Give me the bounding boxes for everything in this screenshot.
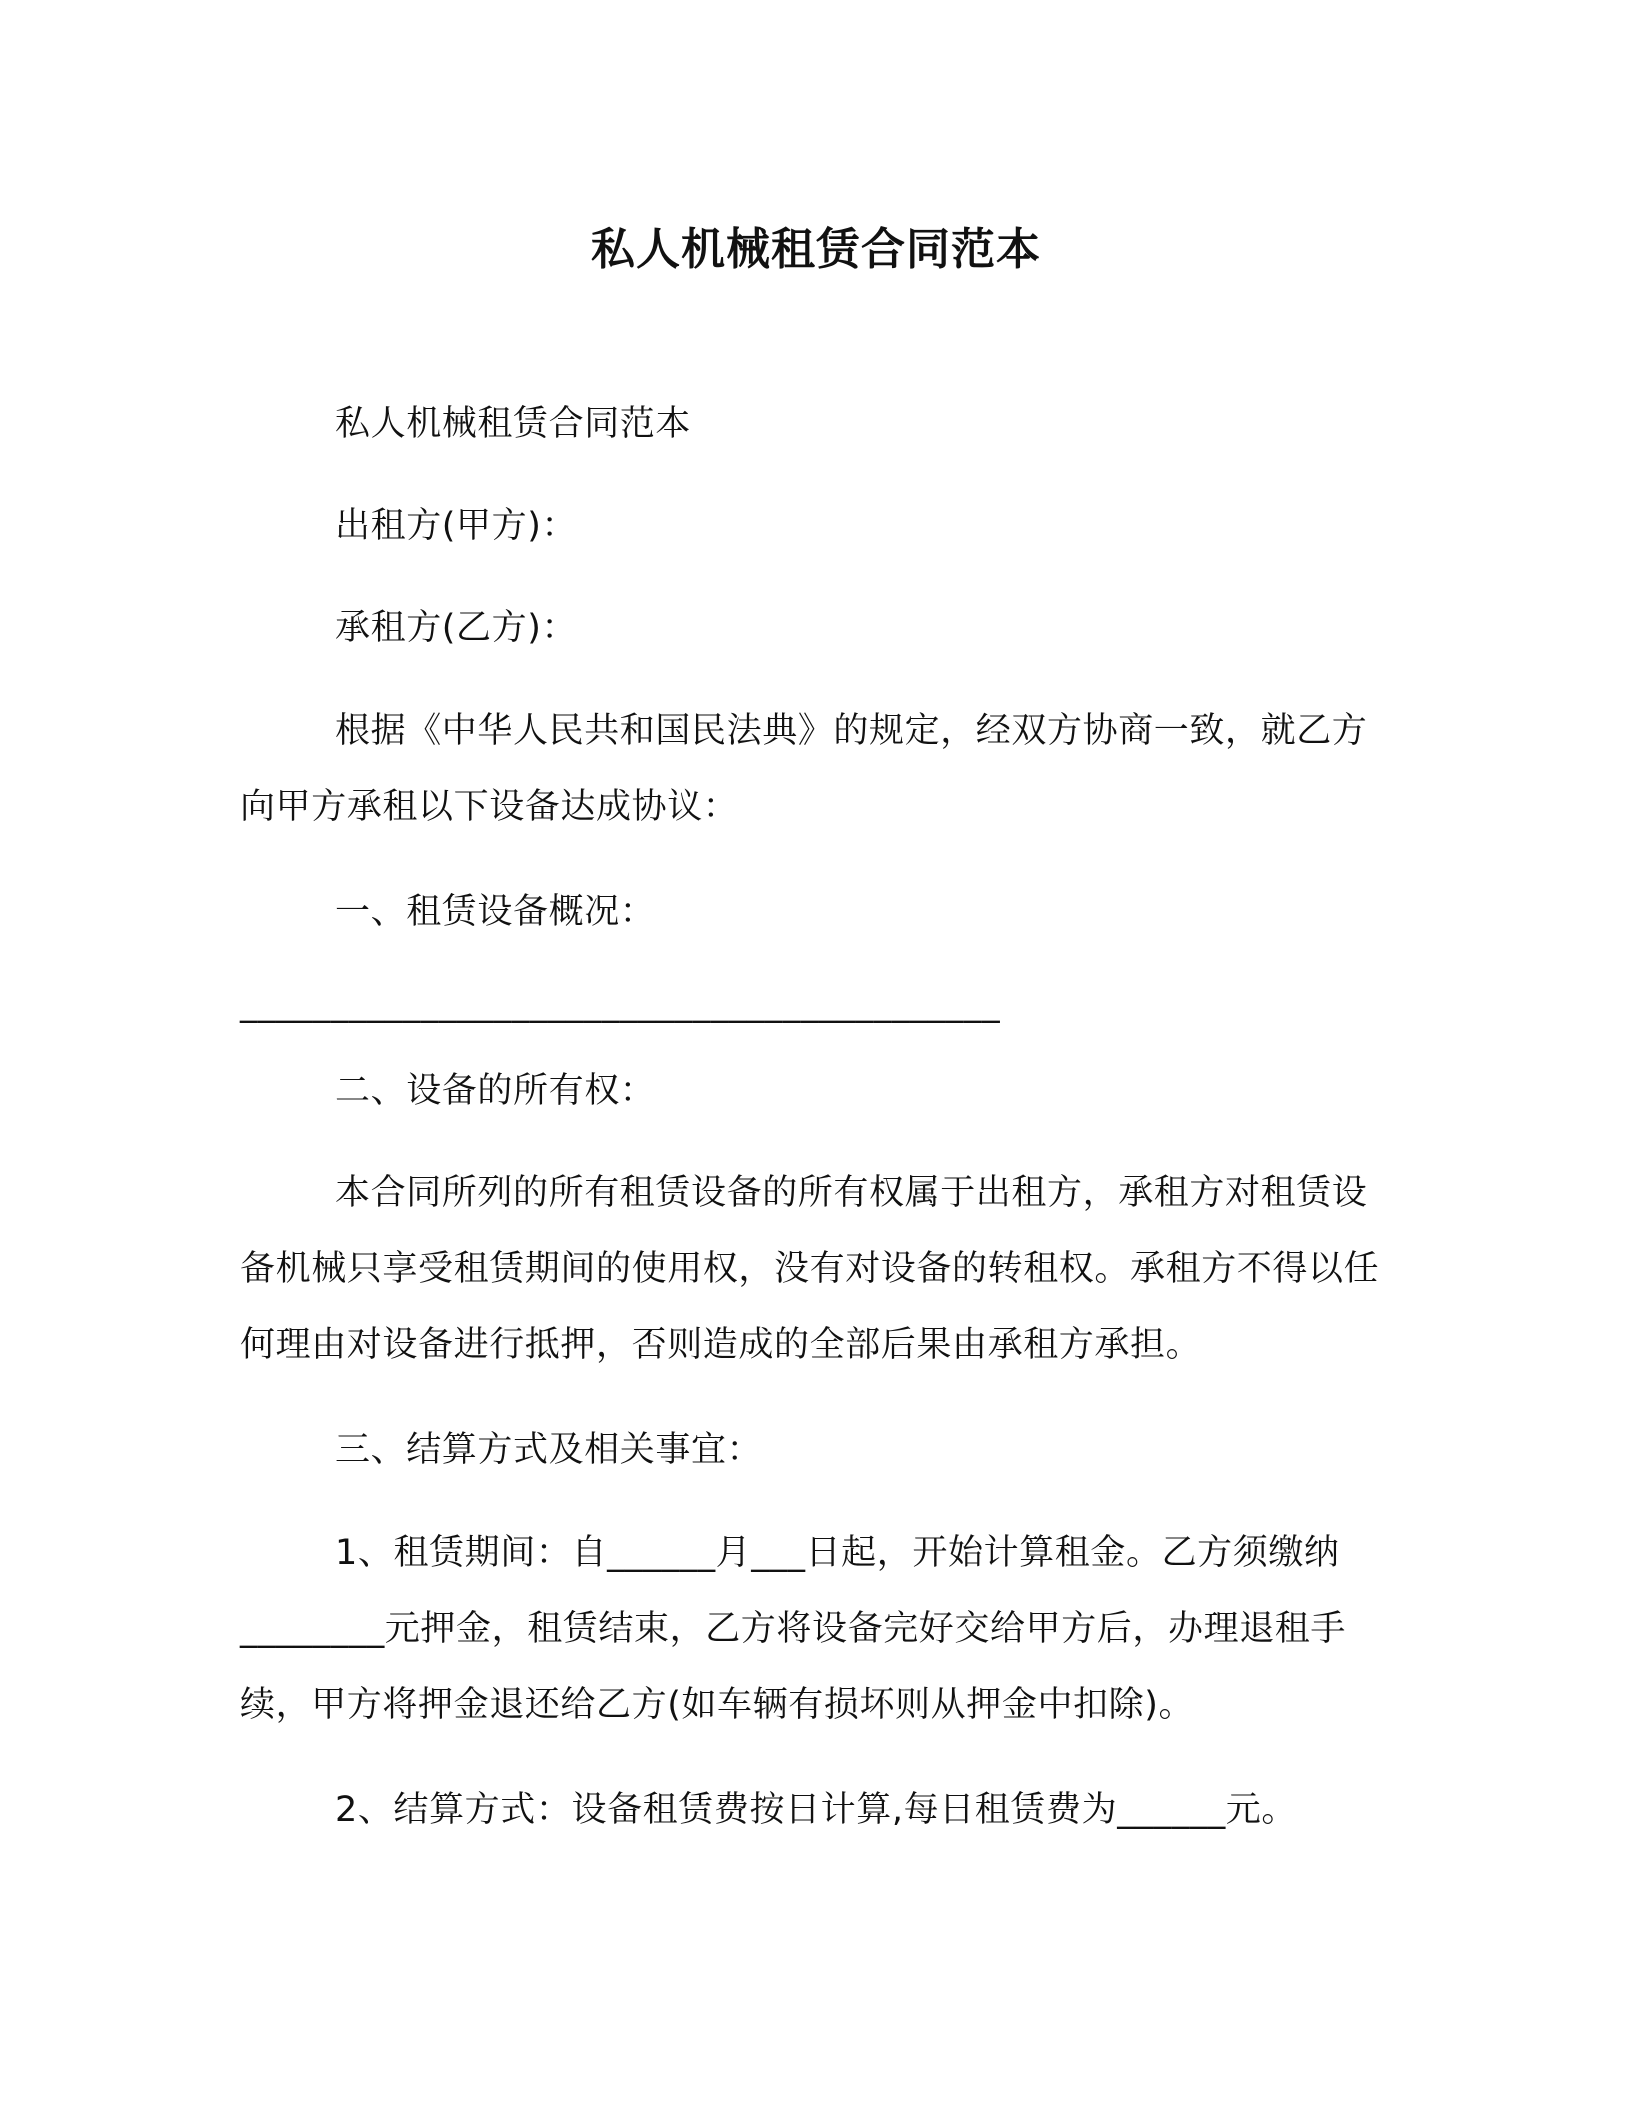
section-heading-3: 三、结算方式及相关事宜： bbox=[335, 1430, 763, 1470]
paragraph-preamble: 根据《中华人民共和国民法典》的规定，经双方协商一致，就乙方向甲方承租以下设备达成协议： bbox=[240, 711, 1368, 827]
paragraph-ownership: 本合同所列的所有租赁设备的所有权属于出租方，承租方对租赁设备机械只享受租赁期间的使用权，没有对设备的转租权。承租方不得以任何理由对设备进行抵押，否则造成的全部后果由承租方承担。 bbox=[240, 1173, 1380, 1365]
section-heading-1: 一、租赁设备概况： bbox=[335, 892, 656, 932]
paragraph-subtitle: 私人机械租赁合同范本 bbox=[335, 404, 692, 444]
paragraph-rental-period: 1、租赁期间：自______月___日起，开始计算租金。乙方须缴纳________元押金，租赁结束，乙方将设备完好交给甲方后，办理退租手续，甲方将押金退还给乙方(如车辆有损坏则从押金中扣除)。 bbox=[240, 1533, 1347, 1725]
paragraph-lessee: 承租方(乙方)： bbox=[335, 608, 578, 648]
paragraph-lessor: 出租方(甲方)： bbox=[335, 506, 578, 546]
blank-line: __________________________________________ bbox=[240, 984, 1001, 1024]
section-heading-2: 二、设备的所有权： bbox=[335, 1071, 656, 1111]
document-title: 私人机械租赁合同范本 bbox=[591, 224, 1041, 275]
paragraph-settlement: 2、结算方式：设备租赁费按日计算,每日租赁费为______元。 bbox=[335, 1790, 1297, 1830]
